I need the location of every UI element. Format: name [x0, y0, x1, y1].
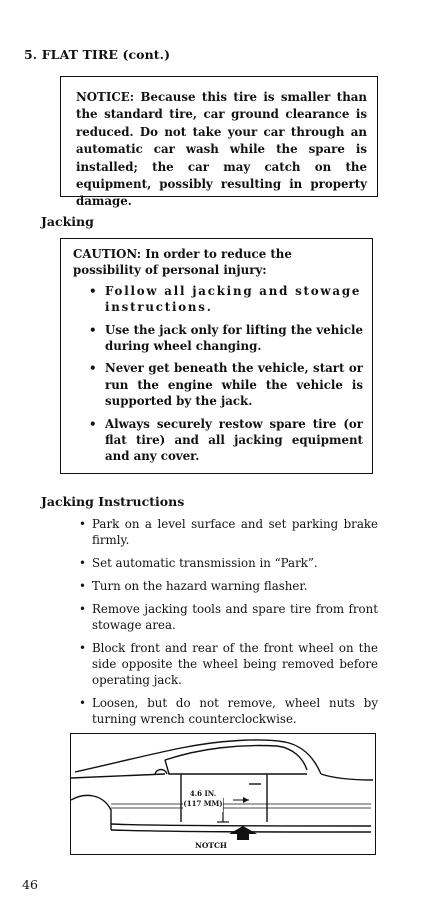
- section-heading: 5. FLAT TIRE (cont.): [24, 47, 171, 62]
- jacking-heading: Jacking: [41, 214, 94, 229]
- notice-box: [60, 76, 378, 209]
- caution-intro: CAUTION: In order to reduce the possibility of personal injury:: [73, 247, 292, 278]
- caution-item-text: Always securely restow spare tire (or flat tire) and all jacking equipment and any cover.: [105, 416, 363, 464]
- instruction-item: [76, 640, 378, 689]
- caution-item-text: Use the jack only for lifting the vehicle during wheel changing.: [105, 322, 363, 354]
- instruction-item: [76, 695, 378, 727]
- bullet: •: [89, 361, 97, 376]
- notch-arrow: [229, 826, 257, 840]
- caution-item-text: Never get beneath the vehicle, start or run the engine while the vehicle is supported by the jack.: [105, 361, 363, 409]
- caution-item: [73, 322, 363, 355]
- instruction-item: [76, 578, 378, 594]
- car-jack-figure: [70, 733, 376, 855]
- notch-label: NOTCH: [194, 841, 228, 850]
- instruction-item: [76, 601, 378, 633]
- bullet: •: [79, 578, 86, 593]
- page-number: 46: [22, 877, 38, 892]
- bullet: •: [79, 640, 86, 655]
- caution-box: [60, 238, 373, 474]
- caution-item: [73, 360, 363, 409]
- instruction-text: Block front and rear of the front wheel on the side opposite the wheel being removed before operating jack.: [92, 640, 378, 687]
- instruction-item: [76, 516, 378, 548]
- measurement-label-line1: 4.6 IN.: [189, 789, 217, 798]
- bullet: •: [79, 517, 86, 531]
- notice-text: NOTICE: Because this tire is smaller than the standard tire, car ground clearance is reduced. Do not take your car through an automatic car wash while the spare is installed; the car may catch on the equipment, possibly resulting in property damage.: [76, 90, 367, 209]
- caution-item: [73, 283, 363, 316]
- measurement-label-line2: (117 MM): [183, 799, 223, 808]
- caution-item: [73, 416, 363, 465]
- instructions-heading: Jacking Instructions: [41, 494, 185, 509]
- caution-list: [73, 283, 363, 465]
- car-side-illustration: [71, 734, 375, 854]
- bullet: •: [89, 416, 97, 431]
- instruction-text: Set automatic transmission in “Park”.: [92, 556, 318, 570]
- caution-item-text: Follow all jacking and stowage instructions.: [105, 283, 362, 315]
- bullet: •: [79, 601, 86, 616]
- bullet: •: [79, 695, 86, 710]
- instructions-list: [76, 516, 378, 734]
- instruction-item: [76, 555, 378, 571]
- bullet: •: [89, 322, 97, 337]
- bullet: •: [89, 283, 99, 298]
- instruction-text: Loosen, but do not remove, wheel nuts by turning wrench counterclockwise.: [92, 695, 378, 726]
- instruction-text: Turn on the hazard warning flasher.: [92, 578, 308, 593]
- instruction-text: Park on a level surface and set parking brake firmly.: [92, 517, 378, 548]
- bullet: •: [79, 556, 86, 570]
- instruction-text: Remove jacking tools and spare tire from front stowage area.: [92, 601, 378, 632]
